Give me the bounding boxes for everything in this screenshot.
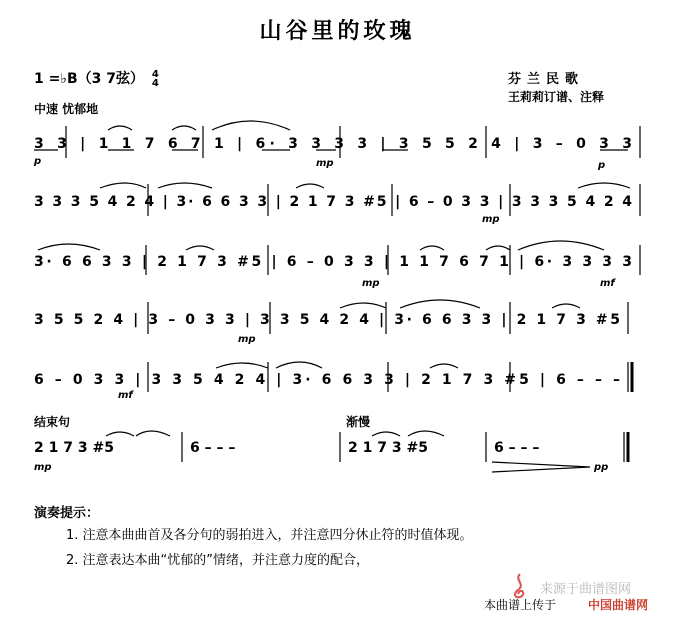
- slur: [172, 126, 196, 130]
- slur: [100, 183, 146, 188]
- tempo-marking: 中速 忧郁地: [34, 102, 99, 116]
- slow-label: 渐慢: [346, 415, 371, 429]
- slur: [486, 246, 510, 250]
- tip-item-1: 1. 注意本曲曲首及各分句的弱拍进入，并注意四分休止符的时值体现。: [66, 528, 473, 543]
- decrescendo-hairpin: [492, 462, 590, 472]
- tip-item-2: 2. 注意表达本曲“忧郁的”情绪，并注意力度的配合，: [66, 553, 370, 568]
- ending-notes-c: 2 1 7 3 #5: [348, 440, 428, 456]
- dynamic-mp: mp: [362, 278, 380, 289]
- staff-row-5: 6 – 0 3 3 | 3 3 5 4 2 4 | 3· 6 6 3 3 | 2 1 7 3 #5 | 6 – – –: [34, 372, 621, 388]
- staff-row-1: 3 3 | 1 1 7 6 7 1 | 6· 3 3 3 3 | 3 5 5 2 4 | 3 – 0 3 3: [34, 136, 633, 152]
- slur: [108, 126, 132, 130]
- slur: [372, 432, 400, 436]
- dynamic-mf: mf: [600, 278, 615, 289]
- time-bottom: 4: [151, 78, 159, 89]
- slur: [408, 431, 444, 436]
- dynamic-p: p: [34, 156, 42, 167]
- dynamic-mf: mf: [118, 390, 133, 401]
- slur: [186, 246, 214, 250]
- dynamic-mp: mp: [238, 334, 256, 345]
- slur: [578, 183, 630, 188]
- staff-row-2: 3 3 3 5 4 2 4 | 3· 6 6 3 3 | 2 1 7 3 #5 | 6 – 0 3 3 | 3 3 3 5 4 2 4: [34, 194, 632, 210]
- dynamic-p: p: [598, 160, 606, 171]
- slur: [552, 304, 580, 308]
- dynamic-mp: mp: [34, 462, 52, 473]
- editor-credit: 王莉莉订谱、注释: [508, 90, 605, 104]
- ending-notes-d: 6 – – –: [494, 440, 540, 456]
- slur: [106, 432, 134, 436]
- slur: [420, 246, 444, 250]
- ending-notes-b: 6 – – –: [190, 440, 236, 456]
- slur: [158, 183, 212, 188]
- slur: [276, 362, 322, 368]
- tips-heading: 演奏提示：: [34, 506, 100, 521]
- upload-note: 本曲谱上传于: [484, 598, 557, 612]
- score-title: 山谷里的玫瑰: [259, 18, 416, 44]
- slur: [38, 244, 100, 250]
- slur: [296, 184, 324, 188]
- dynamic-mp: mp: [316, 158, 334, 169]
- site-logo: 中国曲谱网: [588, 598, 649, 612]
- staff-row-3: 3· 6 6 3 3 | 2 1 7 3 #5 | 6 – 0 3 3 | 1 1 7 6 7 1 | 6· 3 3 3 3: [34, 254, 632, 270]
- slur: [212, 121, 290, 130]
- ending-label: 结束句: [34, 415, 71, 429]
- slur: [216, 363, 268, 368]
- source-watermark: 来源于曲谱图网: [540, 582, 632, 597]
- slur: [340, 303, 386, 308]
- dynamic-mp: mp: [482, 214, 500, 225]
- key-text: 1 =♭B（3 7弦）: [34, 71, 144, 87]
- dynamic-pp: pp: [594, 462, 609, 473]
- slur: [400, 300, 480, 308]
- slur: [136, 431, 170, 436]
- song-origin: 芬兰民歌: [508, 72, 585, 87]
- ending-notes-a: 2 1 7 3 #5: [34, 440, 114, 456]
- slur: [430, 364, 458, 368]
- time-top: 4: [151, 69, 159, 80]
- staff-row-4: 3 5 5 2 4 | 3 – 0 3 3 | 3 3 5 4 2 4 | 3· 6 6 3 3 | 2 1 7 3 #5: [34, 312, 621, 328]
- slur: [518, 241, 604, 250]
